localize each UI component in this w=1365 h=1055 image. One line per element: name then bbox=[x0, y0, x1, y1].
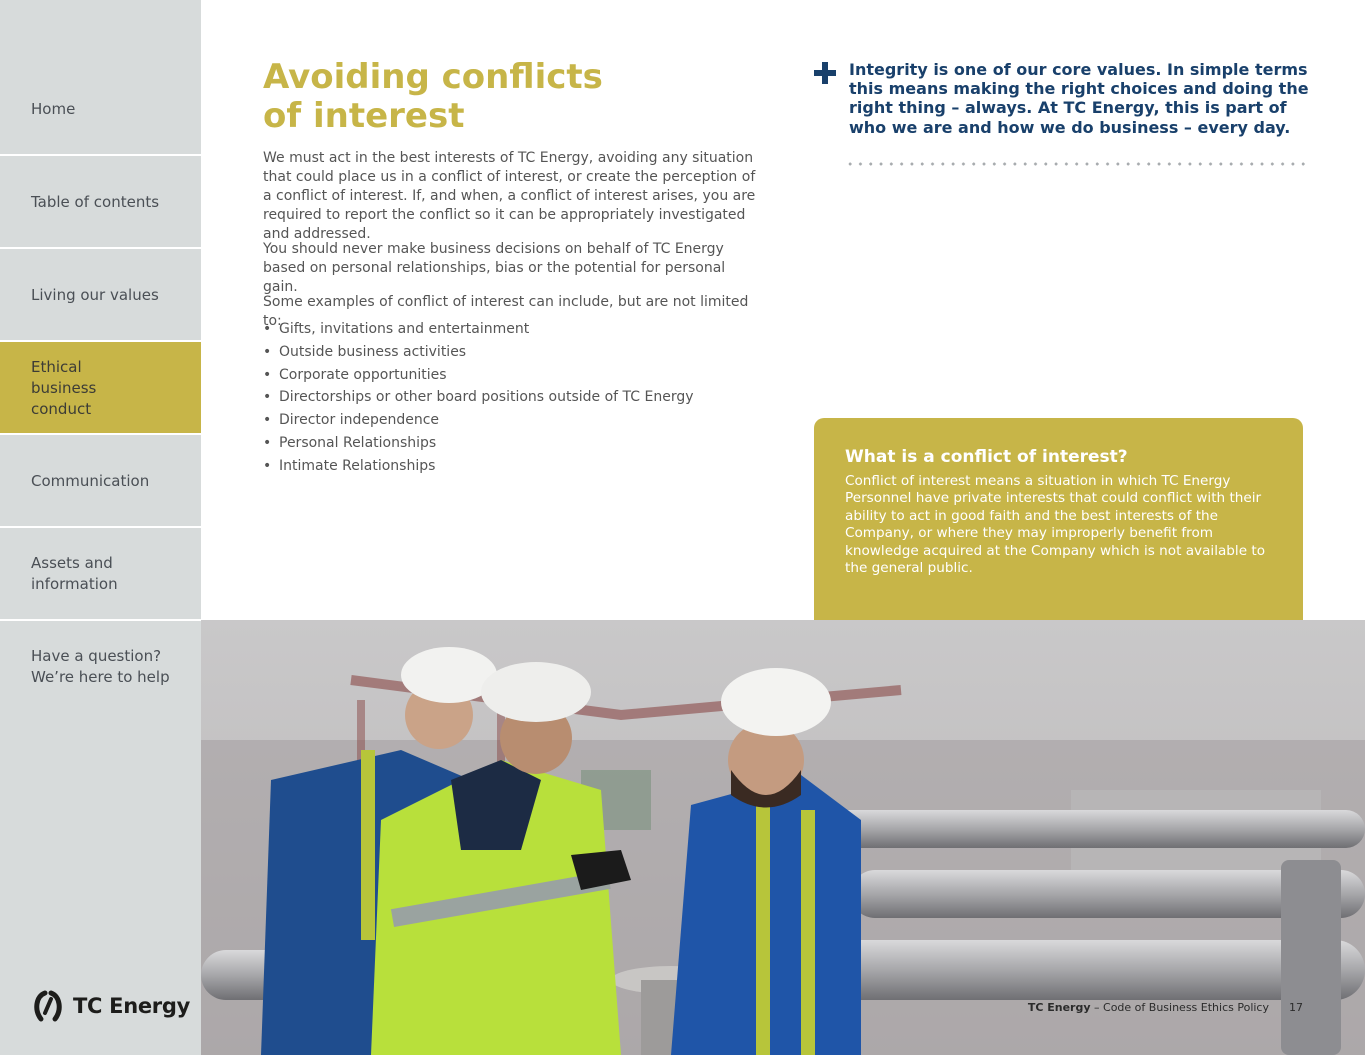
definition-title: What is a conflict of interest? bbox=[845, 447, 1128, 467]
list-item: • Outside business activities bbox=[263, 341, 694, 364]
examples-list bbox=[263, 318, 694, 478]
page-number: 17 bbox=[1289, 1001, 1303, 1014]
intro-paragraph: We must act in the best interests of TC Energy, avoiding any situation that could place us in a conflict of interest, or create the perception of a conflict of interest. If, and when, a conflict of interest arises, you are required to report the conflict so it can be appropriately investigated and addressed. bbox=[263, 150, 756, 242]
sidebar-item-home[interactable] bbox=[0, 63, 201, 155]
sidebar-nav bbox=[0, 0, 201, 1055]
sidebar-item-label: Have a question? We’re here to help bbox=[31, 647, 170, 686]
footer-doc-title: – Code of Business Ethics Policy bbox=[1090, 1001, 1269, 1014]
sidebar-item-have-a-question[interactable] bbox=[0, 621, 201, 713]
page-footer bbox=[1028, 1001, 1303, 1014]
tc-energy-logo[interactable] bbox=[31, 990, 190, 1022]
list-item: • Director independence bbox=[263, 409, 694, 432]
list-item: • Directorships or other board positions outside of TC Energy bbox=[263, 386, 694, 409]
sidebar-item-communication[interactable] bbox=[0, 435, 201, 527]
decisions-paragraph: You should never make business decisions on behalf of TC Energy based on personal relationships, bias or the potential for personal gain. bbox=[263, 241, 726, 295]
sidebar-item-label: Home bbox=[31, 99, 76, 118]
sidebar-item-table-of-contents[interactable] bbox=[0, 156, 201, 248]
sidebar-item-label: Table of contents bbox=[31, 192, 160, 211]
dotted-divider bbox=[845, 162, 1305, 166]
sidebar-item-ethical-business-conduct[interactable] bbox=[0, 342, 201, 434]
workers-photo bbox=[201, 620, 1365, 1055]
sidebar-item-assets-and-information[interactable] bbox=[0, 528, 201, 620]
plus-icon bbox=[814, 62, 836, 84]
logo-text: TC Energy bbox=[73, 994, 190, 1018]
sidebar-item-label: Communication bbox=[31, 471, 150, 490]
list-item: • Corporate opportunities bbox=[263, 364, 694, 387]
definition-box bbox=[814, 418, 1303, 623]
list-item: • Intimate Relationships bbox=[263, 455, 694, 478]
definition-text: Conflict of interest means a situation in which TC Energy Personnel have private interests that could conflict with their ability to act in good faith and the best interests of the Company, or where they may improperly benefit from knowledge acquired at the Company which is not available to the general public. bbox=[845, 473, 1266, 577]
sidebar-item-label: Assets and information bbox=[31, 554, 118, 593]
list-item: • Gifts, invitations and entertainment bbox=[263, 318, 694, 341]
sidebar-item-label: Ethical business conduct bbox=[31, 357, 97, 418]
tc-energy-logo-icon bbox=[31, 990, 65, 1022]
examples-lead-paragraph: Some examples of conflict of interest can include, but are not limited to: bbox=[263, 294, 749, 329]
sidebar-item-label: Living our values bbox=[31, 285, 159, 304]
integrity-callout: Integrity is one of our core values. In simple terms this means making the right choices and doing the right thing – always. At TC Energy, this is part of who we are and how we do business – every day. bbox=[849, 60, 1309, 137]
list-item: • Personal Relationships bbox=[263, 432, 694, 455]
sidebar-item-living-our-values[interactable] bbox=[0, 249, 201, 341]
page-title-line: of interest bbox=[263, 96, 465, 136]
page-title bbox=[263, 58, 603, 136]
footer-brand: TC Energy bbox=[1027, 1001, 1091, 1014]
page-title-line: Avoiding conflicts bbox=[263, 57, 603, 97]
